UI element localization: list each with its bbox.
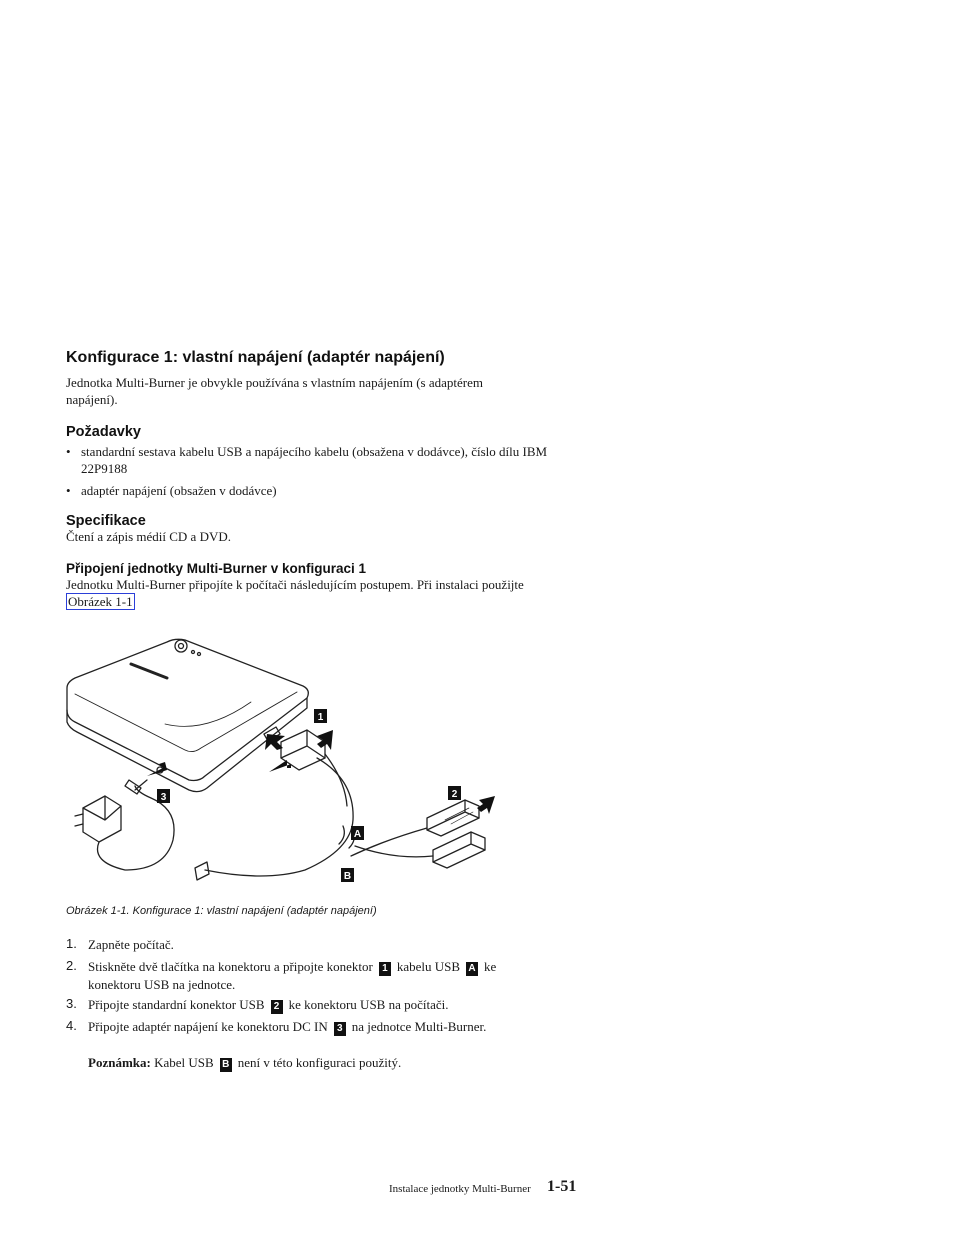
step-number: 2.	[66, 958, 77, 973]
step-text	[88, 958, 548, 993]
step-text	[88, 996, 548, 1014]
figure-label-b: B	[343, 871, 352, 882]
step-text: Zapněte počítač.	[88, 937, 174, 952]
arrow-icon	[477, 796, 495, 814]
requirements-list	[66, 443, 566, 499]
list-item: • standardní sestava kabelu USB a napájecího kabelu (obsažena v dodávce), číslo dílu IBM 22P9188	[66, 443, 566, 477]
figure-label-3: 3	[160, 792, 167, 803]
badge-2: 2	[271, 1000, 283, 1014]
usb-cable-b	[325, 754, 427, 856]
figure-label-1: 1	[317, 712, 324, 723]
specs-text: Čtení a zápis médií CD a DVD.	[66, 529, 231, 544]
step-text-part: na jednotce Multi-Burner.	[351, 1019, 487, 1034]
drive-outline	[67, 639, 308, 780]
requirements-heading: Požadavky	[66, 424, 141, 440]
usb-cable-a	[205, 758, 353, 876]
connect-text-body: Jednotku Multi-Burner připojíte k počítači následujícím postupem. Při instalaci použijte	[66, 577, 524, 592]
step-text-part: Připojte adaptér napájení ke konektoru DC IN	[88, 1019, 328, 1034]
badge-3: 3	[334, 1022, 346, 1036]
note-label: Poznámka:	[88, 1055, 151, 1070]
figure-caption: Obrázek 1-1. Konfigurace 1: vlastní napájení (adaptér napájení)	[66, 905, 377, 917]
page-number: 1-51	[547, 1178, 577, 1195]
step-text-part: kabelu USB	[396, 959, 461, 974]
figure-illustration	[55, 630, 515, 895]
note-text: Kabel USB	[154, 1055, 214, 1070]
step-text-part: ke konektoru USB na jednotce.	[88, 959, 497, 992]
connect-heading: Připojení jednotky Multi-Burner v konfiguraci 1	[66, 561, 367, 576]
note	[88, 1054, 548, 1072]
badge-1: 1	[379, 962, 391, 976]
step-number: 4.	[66, 1018, 77, 1033]
step-text	[88, 1018, 548, 1036]
figure-label-2: 2	[451, 789, 458, 800]
badge-b: B	[220, 1058, 232, 1072]
figure-label-a: A	[353, 829, 362, 840]
figure-link[interactable]: Obrázek 1-1	[68, 594, 133, 609]
list-item: • adaptér napájení (obsažen v dodávce)	[66, 482, 566, 499]
badge-a: A	[466, 962, 478, 976]
section-intro: Jednotka Multi-Burner je obvykle používána s vlastním napájením (s adaptérem napájení).	[66, 375, 483, 407]
step-number: 3.	[66, 996, 77, 1011]
step-text-part: ke konektoru USB na počítači.	[288, 997, 449, 1012]
step-text-part: Stiskněte dvě tlačítka na konektoru a připojte konektor	[88, 959, 373, 974]
step-text-part: Připojte standardní konektor USB	[88, 997, 265, 1012]
step-number: 1.	[66, 936, 77, 951]
specs-heading: Specifikace	[66, 513, 146, 529]
footer-title: Instalace jednotky Multi-Burner	[389, 1183, 531, 1195]
note-text: není v této konfiguraci použitý.	[237, 1055, 402, 1070]
connect-text	[66, 576, 571, 610]
section-title: Konfigurace 1: vlastní napájení (adaptér napájení)	[66, 349, 445, 366]
